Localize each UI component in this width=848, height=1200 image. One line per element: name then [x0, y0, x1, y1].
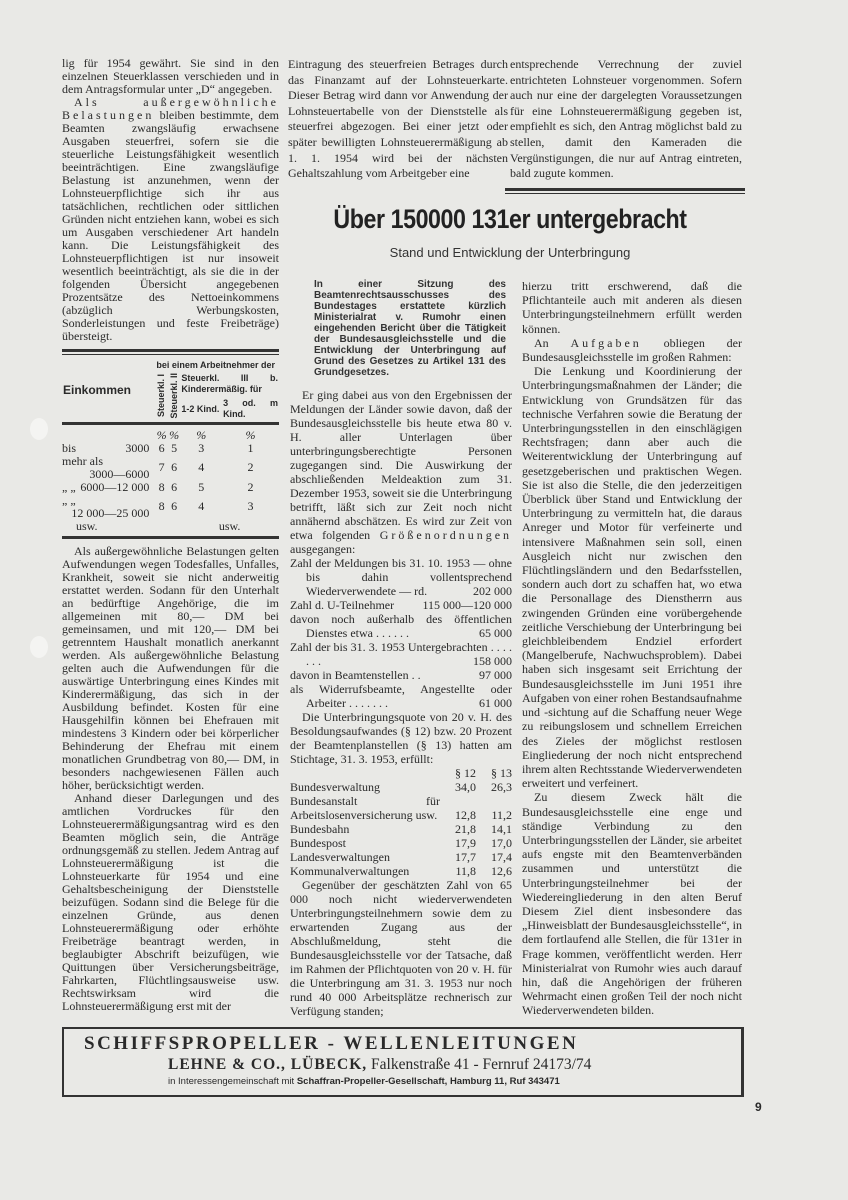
table-row: [62, 455, 279, 481]
table-row: [290, 836, 512, 850]
quota-s13: 17,0: [491, 836, 512, 850]
authority-name: Bundesverwaltung: [290, 780, 380, 794]
article-headline: Über 150000 131er untergebracht: [333, 204, 687, 234]
range-prefix: mehr als: [62, 453, 103, 468]
range-value: 3000: [125, 440, 150, 455]
paragraph: Gegenüber der geschätzten Zahl von 65 000 noch nicht wiederverwendeten Unterbringungsteilnehmern sowie dem zu erwartenden Zugang aus der Abschlußmeldung, steht die Bundesausgleichsstelle vor der Tatsache, daß im Rahmen der Pflichtquoten von 20 v. H. für die Unterbringung am 31. 3. 1953 nur noch rund 40 000 Arbeitsplätze rechnerisch zur Verfügung standen;: [290, 878, 512, 1018]
percent-cell: 5: [171, 440, 178, 455]
authority-name: Landesverwaltungen: [290, 850, 390, 864]
section-rule: [505, 188, 745, 194]
paragraph-text: ausgegangen:: [290, 542, 356, 556]
etc: usw.: [218, 518, 241, 533]
col-header-text: Steuerkl. II: [168, 372, 179, 419]
stat-item: [290, 640, 512, 668]
ad-headline: SCHIFFSPROPELLER - WELLENLEITUNGEN: [84, 1033, 579, 1054]
stat-item: [290, 598, 512, 612]
stat-item: [290, 556, 512, 598]
page-number: 9: [755, 1100, 762, 1114]
range-value: 6000—12 000: [80, 479, 150, 494]
table-rule: [62, 349, 279, 355]
punch-hole: [30, 636, 48, 658]
quota-s12: 11,8: [455, 864, 476, 878]
percent-cell: 8: [158, 499, 165, 514]
paragraph: Anhand dieser Darlegungen und des amtlichen Vordruckes für den Lohnsteuerermäßigungsantrag wird es den Beamten möglich sein, die Anträge ordnungsgemäß zu stellen. Jedem Antrag auf Lohnsteuerermäßigung ist die Lohnsteuerkarte für 1954 und eine Gehaltsbescheinigung der Dienststelle beizufügen. Sodann sind die Belege für die einzelnen Gründe, aus denen Lohnsteuerermäßigung oder erhöhte Freibeträge beantragt werden, in beglaubigter Abschrift beizufügen, wie Quittungen über Versicherungsbeiträge, Fahrkarten, Flüchtlingsausweise usw. Rechtswirksam wird die Lohnsteuerermäßigung erst mit der: [62, 790, 279, 1013]
quota-s12: 34,0: [455, 780, 476, 794]
quota-s13: 11,2: [491, 808, 512, 822]
percent-cell: 5: [198, 479, 205, 494]
col-header: § 13: [491, 766, 512, 780]
table-row: [290, 794, 512, 822]
quota-s12: 17,9: [455, 836, 476, 850]
advertisement: [62, 1027, 744, 1097]
percent-cell: 6: [171, 460, 178, 475]
table-row: [290, 850, 512, 864]
col-subheader: 1-2 Kind.: [181, 403, 220, 414]
quota-s13: 26,3: [491, 780, 512, 794]
stats-list: [290, 556, 512, 710]
stat-value: 115 000—120 000: [422, 598, 512, 612]
unit: %: [169, 427, 180, 442]
spaced-lead: Als außergewöhnliche Belastungen: [62, 95, 279, 122]
paragraph: Als außergewöhnliche Belastungen gelten Aufwendungen wegen Todesfalles, Unfalles, Krankheit, soweit sie nicht anderweitig erstattet werden. Sodann für den Unterhalt an bedürftige Angehörige, die im allgemeinen mit 80,— DM bei gemeinsamen, und mit 120,— DM bei getrenntem Haushalt monatlich anerkannt werden. Als außergewöhnliche Belastung gelten auch die Aufwendungen für die auswärtige Unterbringung eines Kindes mit Kinderermäßigung, das sich in der Ausbildung befindet. Kosten für eine Hausgehilfin können bei Ehefrauen mit mindestens 3 Kindern oder bei körperlicher Behinderung der Ehefrau mit einem monatlichen Grundbetrag von 80,— DM, in besonders nachgewiesenen Fällen auch höher, berücksichtigt werden.: [62, 543, 279, 792]
range-prefix: „ „: [62, 492, 76, 507]
authority-name: Bundespost: [290, 836, 347, 850]
authority-name: Bundesbahn: [290, 822, 350, 836]
paragraph: Eintragung des steuerfreien Betrages durch das Finanzamt auf der Lohnsteuerkarte. Dieser Betrag wird dann vor Anwendung der Lohnsteuertabelle von der Dienststelle als steuerfrei abgezogen. Bei einer jetzt oder später bewilligten Lohnsteuerermäßigung ab 1. 1. 1954 wird bei der nächsten Gehaltszahlung vom Arbeitgeber eine: [288, 57, 508, 181]
paragraph: Die Unterbringungsquote von 20 v. H. des Besoldungsaufwandes (§ 12) bzw. 20 Prozent der Beamtenplanstellen (§ 13) hatten am Stichtage, 31. 3. 1953, erfüllt:: [290, 710, 512, 766]
ad-company: LEHNE & CO., LÜBECK,: [168, 1056, 368, 1073]
paragraph: Die Lenkung und Koordinierung der Unterbringungsmaßnahmen der Länder; die Entwicklung von Grundsätzen für das technische Verfahren sowie die Beratung der Unterbringungsstellen in den einschlägigen Rechtsfragen; dann aber auch die Weiterentwicklung der Unterbringung auf gesetzgeberischen und praktischen Wegen. Sie ist also die Stelle, die den jederzeitigen Überblick über Stand und Entwicklung der Unterbringung zu vermitteln hat, die daraus Anreger und Motor für verfeinerte und intensivere Maßnahmen sein soll, einen Ausgleich nicht nur zwischen den Flüchtlingsländern und den Bedarfsstellen, sondern auch dort zu schaffen hat, wo etwa die Personallage des Dienstherrn aus zwingenden Gründen eine vorübergehende zeitliche Verschiebung der Unterbringung bei gleichbleibendem Endziel erfordert (Mangelberufe, Nachwuchsproblem). Dabei haben sich insgesamt seit Errichtung der Bundesausgleichsstelle im Juni 1951 ihre Aufgaben von einer rohen Bestandsaufnahme und -sichtung auf die Schaffung neuer Wege zu reibungslosem und schnellem Erreichen des Zieles der möglichst restlosen Eingliederung der noch nicht entsprechend ihrem alten Rechtsstande Wiederverwendeten erweitert und verfeinert.: [522, 364, 742, 791]
col-subheader: 3 od. m Kind.: [223, 398, 278, 419]
percent-cell: 1: [247, 440, 254, 455]
paragraph: [62, 96, 279, 343]
paragraph: [290, 388, 512, 556]
range-prefix: bis: [62, 440, 77, 455]
percent-cell: 2: [247, 460, 254, 475]
range-value: 3000—6000: [89, 466, 150, 481]
paragraph-text: bleiben bestimmte, dem Beamten zwangsläufig erwachsene Ausgaben steuerfrei, sofern sie die steuerliche Leistungsfähigkeit wesentlich beeinträchtigen. Eine zwangsläufige Belastung ist anzunehmen, wenn der Lohnsteuerpflichtige sich ihr aus tatsächlichen, rechtlichen oder sittlichen Gründen nicht entziehen kann, wobei es sich um Ausgaben verschiedener Art handeln kann. Die Leistungsfähigkeit des Lohnsteuerpflichtigen ist nur insoweit wesentlich beeinträchtigt, als sie die in der folgenden Übersicht angegebenen Prozentsätze des Nettoeinkommens (abzüglich Werbungskosten, Sonderleistungen und feste Freibeträge) übersteigt.: [62, 108, 279, 343]
percent-cell: 6: [171, 479, 178, 494]
stat-value: 97 000: [479, 668, 512, 682]
stat-item: [290, 668, 512, 682]
col-header-stkl1: [155, 372, 168, 424]
quota-s13: 12,6: [491, 864, 512, 878]
stat-label: Zahl der Meldungen bis 31. 10. 1953 — ohne bis dahin vollentsprechend Wiederverwendete — rd.: [290, 556, 512, 598]
quota-table: [290, 766, 512, 878]
income-range: [62, 494, 155, 520]
article-column-1: [290, 279, 512, 1018]
paragraph-text: obliegen der Bundesausgleichsstelle im großen Rahmen:: [522, 335, 742, 365]
stat-item: [290, 682, 512, 710]
stat-label: Zahl der bis 31. 3. 1953 Untergebrachten . . . . . . .: [290, 640, 512, 668]
quota-s12: 12,8: [455, 808, 476, 822]
unit: %: [196, 427, 207, 442]
table-row: [290, 864, 512, 878]
income-range: [62, 481, 155, 494]
quota-s13: 17,4: [491, 850, 512, 864]
ad-partner-line: [168, 1075, 731, 1089]
percent-cell: 2: [247, 479, 254, 494]
quota-s12: 17,7: [455, 850, 476, 864]
range-value: 12 000—25 000: [71, 505, 150, 520]
ad-text: in Interessengemeinschaft mit: [168, 1076, 295, 1087]
unit-row: [62, 429, 279, 442]
paragraph: lig für 1954 gewährt. Sie sind in den einzelnen Steuerklassen verschieden und in dem Antragsformular unter „D“ angegeben.: [62, 56, 279, 96]
col-header-stkl3: Steuerkl. III b. Kinderermäßig. für: [181, 373, 278, 394]
authority-name: Kommunalverwaltungen: [290, 864, 410, 878]
article-column-2: [522, 279, 742, 1018]
article-intro: In einer Sitzung des Beamtenrechtsausschusses des Bundestages erstattete kürzlich Ministerialrat v. Rumohr einen eingehenden Bericht über die Tätigkeit der Bundesausgleichsstelle und die Entwicklung der Unterbringung auf Grund des Gesetzes zu Artikel 131 des Grundgesetzes.: [314, 279, 506, 378]
spaced-word: Größenordnungen: [379, 528, 513, 542]
ad-address: Falkenstraße 41 - Fernruf 24173/74: [371, 1056, 592, 1073]
paragraph-text: Er ging dabei aus von den Ergebnissen der Meldungen der Länder sowie davon, daß der Bundesausgleichsstelle bis heute etwa 80 v. H. aller Unterlagen über unterbringungsberechtigte Personen zugegangen sind. Die Auswirkung der abschließenden Meldeaktion zum 31. Dezember 1953, soweit sie die Unterbringung betrifft, läßt sich zur Zeit noch nicht annähernd abschätzen. Es wird zur Zeit von etwa folgenden: [290, 388, 512, 542]
percent-cell: 6: [158, 440, 165, 455]
paragraph: Zu diesem Zweck hält die Bundesausgleichsstelle eine enge und ständige Verbindung zu den Unterbringungsstellen der Länder, sie arbeitet aufs engste mit den Beamtenverbänden zusammen und unterstützt die Unterbringungsteilnehmer bei der Wiedereingliederung in den alten Beruf Diesem Ziel dient insbesondere das „Hinweisblatt der Bundesausgleichsstelle“, in dem fortlaufend alle Stellen, die für 131er in Frage kommen, veröffentlicht werden. Herr Ministerialrat von Rumohr wies auch darauf hin, daß die Angehörigen der früheren Wehrmacht einen großen Teil der noch nicht Wiederverwendeten bilden.: [522, 790, 742, 1018]
percent-cell: 7: [158, 460, 165, 475]
range-prefix: „ „: [62, 479, 76, 494]
stat-label: davon noch außerhalb des öffentlichen Dienstes etwa . . . . . .: [290, 612, 512, 640]
table-row: [290, 822, 512, 836]
ad-company-line: [168, 1055, 731, 1075]
ad-partner: Schaffran-Propeller-Gesellschaft, Hamburg 11,: [296, 1076, 507, 1087]
col-header: § 12: [455, 766, 476, 780]
income-header: Einkommen: [63, 383, 132, 398]
table-row: [62, 494, 279, 520]
percent-cell: 3: [247, 499, 254, 514]
tax-threshold-table: [62, 359, 279, 539]
quota-s13: 14,1: [491, 822, 512, 836]
stat-label: als Widerrufsbeamte, Angestellte oder Arbeiter . . . . . . .: [290, 682, 512, 710]
income-range: [62, 455, 155, 481]
table-rule: [62, 533, 279, 538]
column-2-top: [288, 57, 508, 182]
percent-cell: 4: [198, 499, 205, 514]
stat-label: davon in Beamtenstellen . .: [290, 668, 421, 682]
unit: %: [156, 427, 167, 442]
etc-row: [62, 520, 279, 533]
percent-cell: 6: [171, 499, 178, 514]
percent-cell: 8: [158, 479, 165, 494]
stat-label: Zahl d. U-Teilnehmer: [290, 598, 395, 612]
table-row: [290, 780, 512, 794]
ad-phone: Ruf 343471: [509, 1076, 560, 1087]
table-row: [62, 481, 279, 494]
column-1: [62, 57, 279, 1013]
paragraph-text: An: [534, 335, 549, 350]
paragraph: entsprechende Verrechnung der zuviel entrichteten Lohnsteuer vorgenommen. Sofern auch nur eine der dargelegten Voraussetzungen für eine Lohnsteuerermäßigung gegeben ist, empfiehlt es sich, den Antrag möglichst bald zu stellen, damit den Kameraden die Vergünstigungen, die nur auf Antrag eintreten, bald zugute kommen.: [510, 57, 742, 181]
stat-value: 158 000: [473, 654, 512, 668]
col-header-stkl2: [168, 372, 181, 424]
paragraph: [522, 336, 742, 364]
paragraph: hierzu tritt erschwerend, daß die Pflichtanteile auch mit anderen als diesen Unterbringungsteilnehmern erfüllt werden können.: [522, 279, 742, 336]
percent-cell: 3: [198, 440, 205, 455]
group-header: bei einem Arbeitnehmer der: [156, 360, 276, 370]
stat-value: 65 000: [479, 626, 512, 640]
quota-s12: 21,8: [455, 822, 476, 836]
col-header-text: Steuerkl. I: [156, 373, 167, 417]
column-3-top: [510, 57, 742, 182]
etc: usw.: [76, 518, 98, 533]
stat-value: 202 000: [473, 584, 512, 598]
punch-hole: [30, 418, 48, 440]
authority-name: Bundesanstalt für Arbeitslosenversicherung usw.: [290, 794, 440, 822]
article-subtitle: Stand und Entwicklung der Unterbringung: [389, 245, 631, 260]
percent-cell: 4: [198, 460, 205, 475]
stat-item: [290, 612, 512, 640]
spaced-word: Aufgaben: [570, 335, 642, 350]
stat-value: 61 000: [479, 696, 512, 710]
unit: %: [245, 427, 256, 442]
